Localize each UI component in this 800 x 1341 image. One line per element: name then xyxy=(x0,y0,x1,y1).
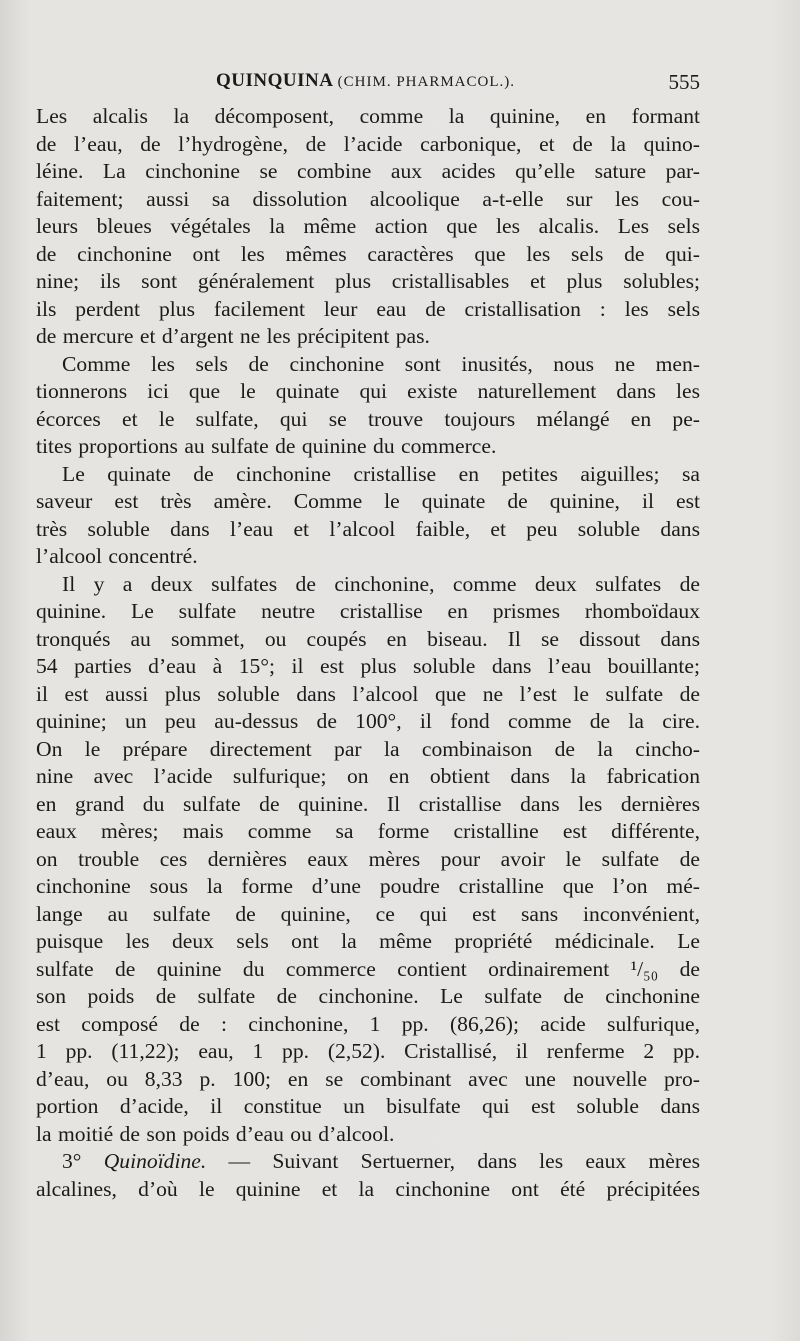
text-line: nine avec l’acide sulfurique; on en obtient dans la fabrication xyxy=(36,764,700,788)
text-line: de mercure et d’argent ne les précipitent pas. xyxy=(36,324,430,348)
text-line: on trouble ces dernières eaux mères pour avoir le sulfate de xyxy=(36,846,700,871)
text-line: l’alcool concentré. xyxy=(36,544,198,568)
text-line: léine. La cinchonine se combine aux acides qu’elle sature par- xyxy=(36,159,700,183)
text-line: quinine. Le sulfate neutre cristallise en prismes rhomboïdaux xyxy=(36,599,700,623)
text-line: Les alcalis la décomposent, comme la quinine, en formant xyxy=(36,104,700,128)
text-line: d’eau, ou 8,33 p. 100; en se combinant avec une nouvelle pro- xyxy=(36,1066,700,1091)
text-line: tronqués au sommet, ou coupés en biseau. Il se dissout dans xyxy=(36,626,700,651)
text-line: eaux mères; mais comme sa forme cristalline est différente, xyxy=(36,819,700,843)
body-text xyxy=(36,103,700,1203)
page-header xyxy=(36,70,700,100)
text-line: ils perdent plus facilement leur eau de cristallisation : les sels xyxy=(36,296,700,321)
text-line: On le prépare directement par la combinaison de la cincho- xyxy=(36,736,700,761)
text-line: nine; ils sont généralement plus cristallisables et plus solubles; xyxy=(36,269,700,293)
text-line: sulfate de quinine du commerce contient ordinairement ¹/₅₀ de xyxy=(36,956,700,981)
paragraph-3 xyxy=(36,461,700,571)
section-lead-text: — Suivant Sertuerner, dans les eaux mères xyxy=(206,1149,700,1173)
text-line: est composé de : cinchonine, 1 pp. (86,26); acide sulfurique, xyxy=(36,1011,700,1036)
text-line: Comme les sels de cinchonine sont inusités, nous ne men- xyxy=(62,351,700,376)
text-line: quinine; un peu au-dessus de 100°, il fond comme de la cire. xyxy=(36,709,700,733)
text-line: 1 pp. (11,22); eau, 1 pp. (2,52). Cristallisé, il renferme 2 pp. xyxy=(36,1039,700,1063)
text-line: 54 parties d’eau à 15°; il est plus soluble dans l’eau bouillante; xyxy=(36,654,700,678)
section-lead-line xyxy=(36,1148,700,1176)
section-title: Quinoïdine. xyxy=(103,1149,207,1173)
section-number: 3° xyxy=(62,1149,82,1173)
text-line: saveur est très amère. Comme le quinate de quinine, il est xyxy=(36,489,700,513)
running-title-subtitle: (CHIM. PHARMACOL.). xyxy=(337,74,515,90)
text-line: faitement; aussi sa dissolution alcoolique a-t-elle sur les cou- xyxy=(36,186,700,211)
text-line: tionnerons ici que le quinate qui existe naturellement dans les xyxy=(36,379,700,403)
paragraph-2 xyxy=(36,351,700,461)
text-line: portion d’acide, il constitue un bisulfate qui est soluble dans xyxy=(36,1094,700,1118)
text-line: son poids de sulfate de cinchonine. Le sulfate de cinchonine xyxy=(36,984,700,1008)
page-number: 555 xyxy=(668,70,700,94)
text-line: tites proportions au sulfate de quinine du commerce. xyxy=(36,434,497,458)
text-line: en grand du sulfate de quinine. Il cristallise dans les dernières xyxy=(36,791,700,816)
text-line: cinchonine sous la forme d’une poudre cristalline que l’on mé- xyxy=(36,874,700,898)
paragraph-5 xyxy=(36,1148,700,1203)
paragraph-4 xyxy=(36,571,700,1149)
text-line: très soluble dans l’eau et l’alcool faible, et peu soluble dans xyxy=(36,516,700,541)
text-line: leurs bleues végétales la même action que les alcalis. Les sels xyxy=(36,214,700,238)
text-line: Le quinate de cinchonine cristallise en petites aiguilles; sa xyxy=(62,461,700,486)
text-line: alcalines, d’où le quinine et la cinchonine ont été précipitées xyxy=(36,1176,700,1201)
text-line: de cinchonine ont les mêmes caractères que les sels de qui- xyxy=(36,241,700,266)
text-line: il est aussi plus soluble dans l’alcool que ne l’est le sulfate de xyxy=(36,681,700,706)
text-line: la moitié de son poids d’eau ou d’alcool. xyxy=(36,1121,395,1146)
text-line: écorces et le sulfate, qui se trouve toujours mélangé en pe- xyxy=(36,406,700,431)
text-line: puisque les deux sels ont la même propriété médicinale. Le xyxy=(36,929,700,953)
running-title-main: QUINQUINA xyxy=(216,70,333,91)
text-line: lange au sulfate de quinine, ce qui est sans inconvénient, xyxy=(36,901,700,926)
running-title xyxy=(216,70,515,92)
text-line: de l’eau, de l’hydrogène, de l’acide carbonique, et de la quino- xyxy=(36,131,700,156)
paragraph-1 xyxy=(36,103,700,351)
text-line: Il y a deux sulfates de cinchonine, comme deux sulfates de xyxy=(62,571,700,596)
